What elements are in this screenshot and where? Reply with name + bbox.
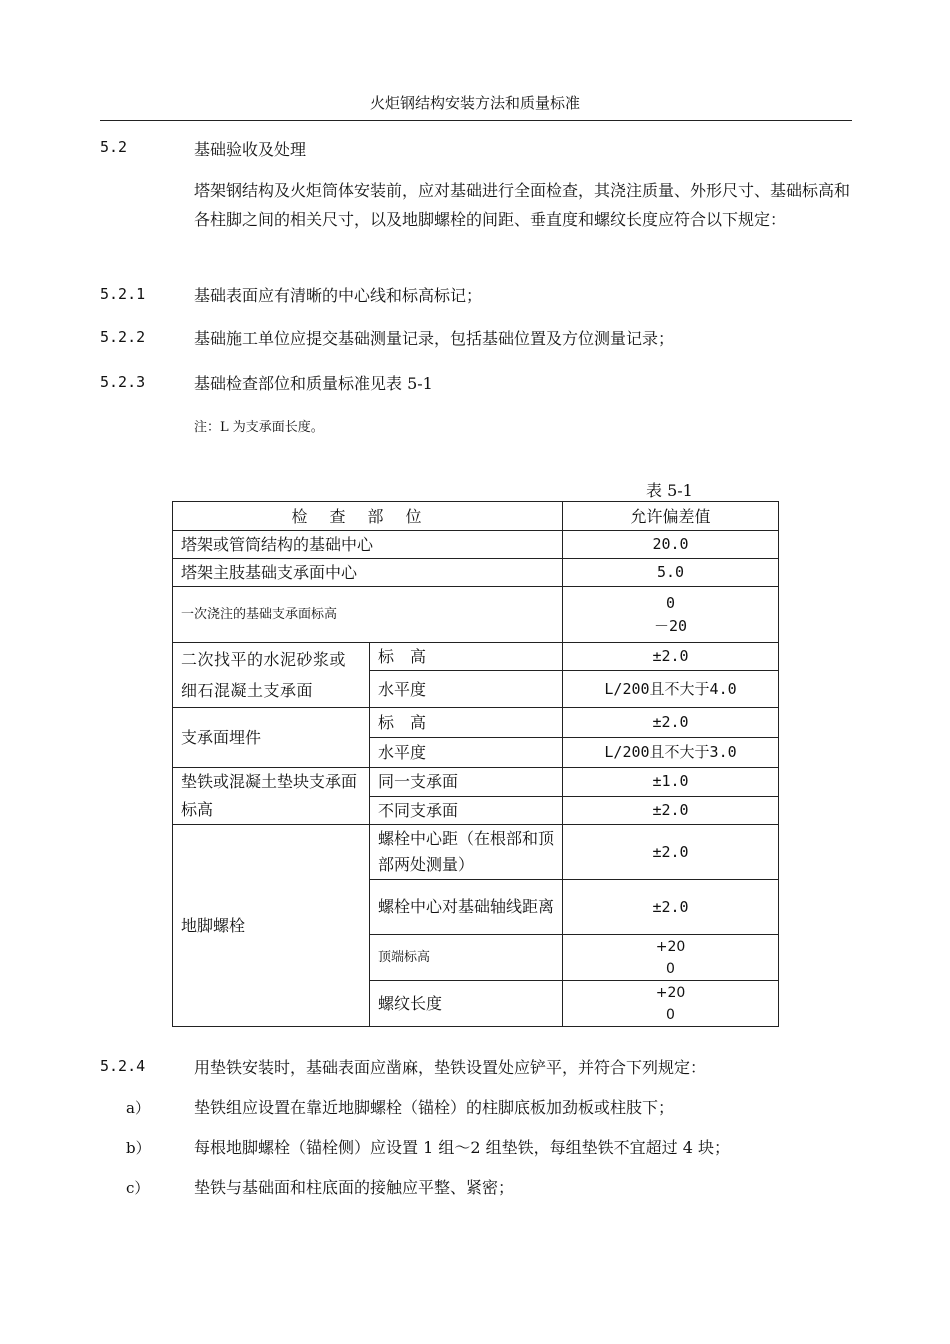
header-rule — [100, 120, 852, 121]
sub-item: 标 高 — [370, 643, 563, 671]
table-header-row — [173, 502, 779, 531]
section-number-5-2-2: 5.2.2 — [100, 328, 146, 346]
sub-value: ±2.0 — [563, 708, 779, 738]
header-inspection-part: 检查部位 — [173, 502, 563, 531]
inspection-table — [172, 501, 779, 1027]
header-allowed-deviation: 允许偏差值 — [563, 502, 779, 531]
section-text-5-2-2: 基础施工单位应提交基础测量记录，包括基础位置及方位测量记录； — [194, 329, 675, 348]
sub-value-range — [563, 981, 779, 1027]
row-value: 20.0 — [563, 531, 779, 559]
table-row — [173, 825, 779, 880]
group-part: 二次找平的水泥砂浆或细石混凝土支承面 — [173, 643, 370, 708]
page-header-title: 火炬钢结构安装方法和质量标准 — [369, 94, 580, 112]
sub-value: ±1.0 — [563, 768, 779, 797]
sub-value: ±2.0 — [563, 880, 779, 935]
sub-item: 螺纹长度 — [370, 981, 563, 1027]
table-caption: 表 5-1 — [646, 481, 693, 500]
sub-item: 顶端标高 — [370, 935, 563, 981]
row-part: 塔架主肢基础支承面中心 — [173, 559, 563, 587]
sub-item: 水平度 — [370, 671, 563, 708]
table-note: 注：L 为支承面长度。 — [194, 420, 324, 435]
section-number-5-2-4: 5.2.4 — [100, 1057, 146, 1075]
group-part: 地脚螺栓 — [173, 825, 370, 1027]
sub-item: 螺栓中心距（在根部和顶部两处测量） — [370, 825, 563, 880]
row-part: 一次浇注的基础支承面标高 — [173, 587, 563, 643]
row-part: 塔架或管筒结构的基础中心 — [173, 531, 563, 559]
section-text-5-2-4: 用垫铁安装时，基础表面应凿麻，垫铁设置处应铲平，并符合下列规定： — [194, 1058, 707, 1077]
sub-value-range — [563, 935, 779, 981]
row-value-range — [563, 587, 779, 643]
value-lower: 0 — [666, 960, 675, 977]
table-row — [173, 587, 779, 643]
sub-item: 螺栓中心对基础轴线距离 — [370, 880, 563, 935]
sub-value: ±2.0 — [563, 825, 779, 880]
group-part: 垫铁或混凝土垫块支承面标高 — [173, 768, 370, 825]
list-item-label: a） — [126, 1099, 150, 1117]
list-item-text: 垫铁组应设置在靠近地脚螺栓（锚栓）的柱脚底板加劲板或柱肢下； — [194, 1098, 675, 1117]
value-upper: +20 — [655, 984, 686, 1001]
table-row — [173, 708, 779, 738]
sub-item: 标 高 — [370, 708, 563, 738]
sub-value: ±2.0 — [563, 796, 779, 825]
sub-item: 不同支承面 — [370, 796, 563, 825]
section-text-5-2-3: 基础检查部位和质量标准见表 5-1 — [194, 374, 433, 393]
table-row — [173, 559, 779, 587]
sub-value: L/200且不大于4.0 — [563, 671, 779, 708]
value-lower: －20 — [653, 616, 688, 635]
sub-item: 水平度 — [370, 738, 563, 768]
list-item-label: b） — [126, 1139, 151, 1157]
list-item-text: 垫铁与基础面和柱底面的接触应平整、紧密； — [194, 1178, 515, 1197]
sub-item: 同一支承面 — [370, 768, 563, 797]
section-paragraph-5-2: 塔架钢结构及火炬筒体安装前，应对基础进行全面检查，其浇注质量、外形尺寸、基础标高和各柱脚之间的相关尺寸，以及地脚螺栓的间距、垂直度和螺纹长度应符合以下规定： — [194, 181, 851, 229]
group-part: 支承面埋件 — [173, 708, 370, 768]
list-item-label: c） — [126, 1179, 150, 1197]
list-item-text: 每根地脚螺栓（锚栓侧）应设置 1 组～2 组垫铁，每组垫铁不宜超过 4 块； — [194, 1138, 730, 1157]
value-lower: 0 — [666, 1006, 675, 1023]
value-upper: +20 — [655, 938, 686, 955]
table-row — [173, 531, 779, 559]
table-row — [173, 643, 779, 671]
section-number-5-2-1: 5.2.1 — [100, 285, 146, 303]
section-number-5-2-3: 5.2.3 — [100, 373, 146, 391]
table-row — [173, 768, 779, 797]
section-title-5-2: 基础验收及处理 — [194, 140, 307, 159]
sub-value: L/200且不大于3.0 — [563, 738, 779, 768]
section-text-5-2-1: 基础表面应有清晰的中心线和标高标记； — [194, 286, 483, 305]
value-upper: 0 — [666, 593, 676, 612]
row-value: 5.0 — [563, 559, 779, 587]
section-number-5-2: 5.2 — [100, 138, 128, 156]
sub-value: ±2.0 — [563, 643, 779, 671]
